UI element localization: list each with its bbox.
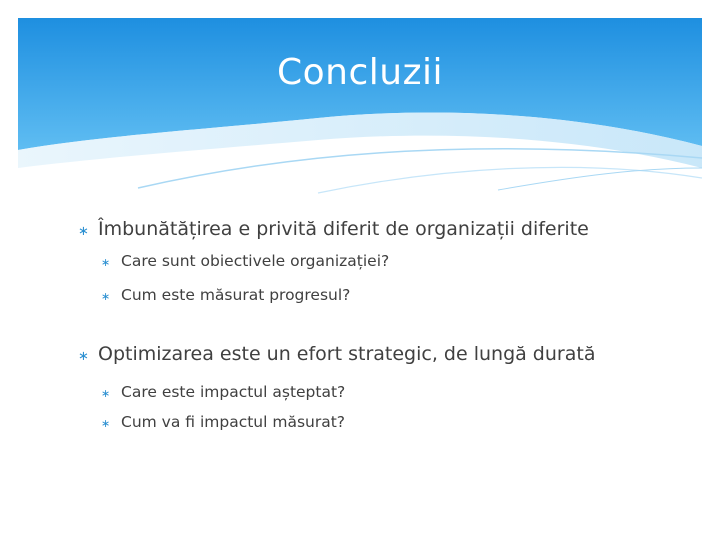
sub-bullet-item xyxy=(101,413,345,431)
asterisk-icon: ∗ xyxy=(78,349,89,364)
asterisk-icon: ∗ xyxy=(78,224,89,239)
bullet-item xyxy=(78,343,595,365)
asterisk-icon: ∗ xyxy=(101,290,111,303)
sub-bullet-item xyxy=(101,252,389,270)
sub-bullet-text: Cum va fi impactul măsurat? xyxy=(121,413,346,431)
title-banner xyxy=(18,18,702,198)
sub-bullet-item xyxy=(101,383,345,401)
sub-bullet-text: Care sunt obiectivele organizației? xyxy=(121,252,390,270)
sub-bullet-text: Cum este măsurat progresul? xyxy=(121,286,351,304)
bullet-text: Îmbunătățirea e privită diferit de organizații diferite xyxy=(98,218,589,240)
bullet-item xyxy=(78,218,589,240)
bullet-text: Optimizarea este un efort strategic, de lungă durată xyxy=(98,343,596,365)
asterisk-icon: ∗ xyxy=(101,387,111,400)
asterisk-icon: ∗ xyxy=(101,417,111,430)
sub-bullet-text: Care este impactul așteptat? xyxy=(121,383,346,401)
sub-bullet-item xyxy=(101,286,350,304)
asterisk-icon: ∗ xyxy=(101,256,111,269)
slide-title: Concluzii xyxy=(277,52,443,93)
banner-graphic xyxy=(18,18,702,198)
